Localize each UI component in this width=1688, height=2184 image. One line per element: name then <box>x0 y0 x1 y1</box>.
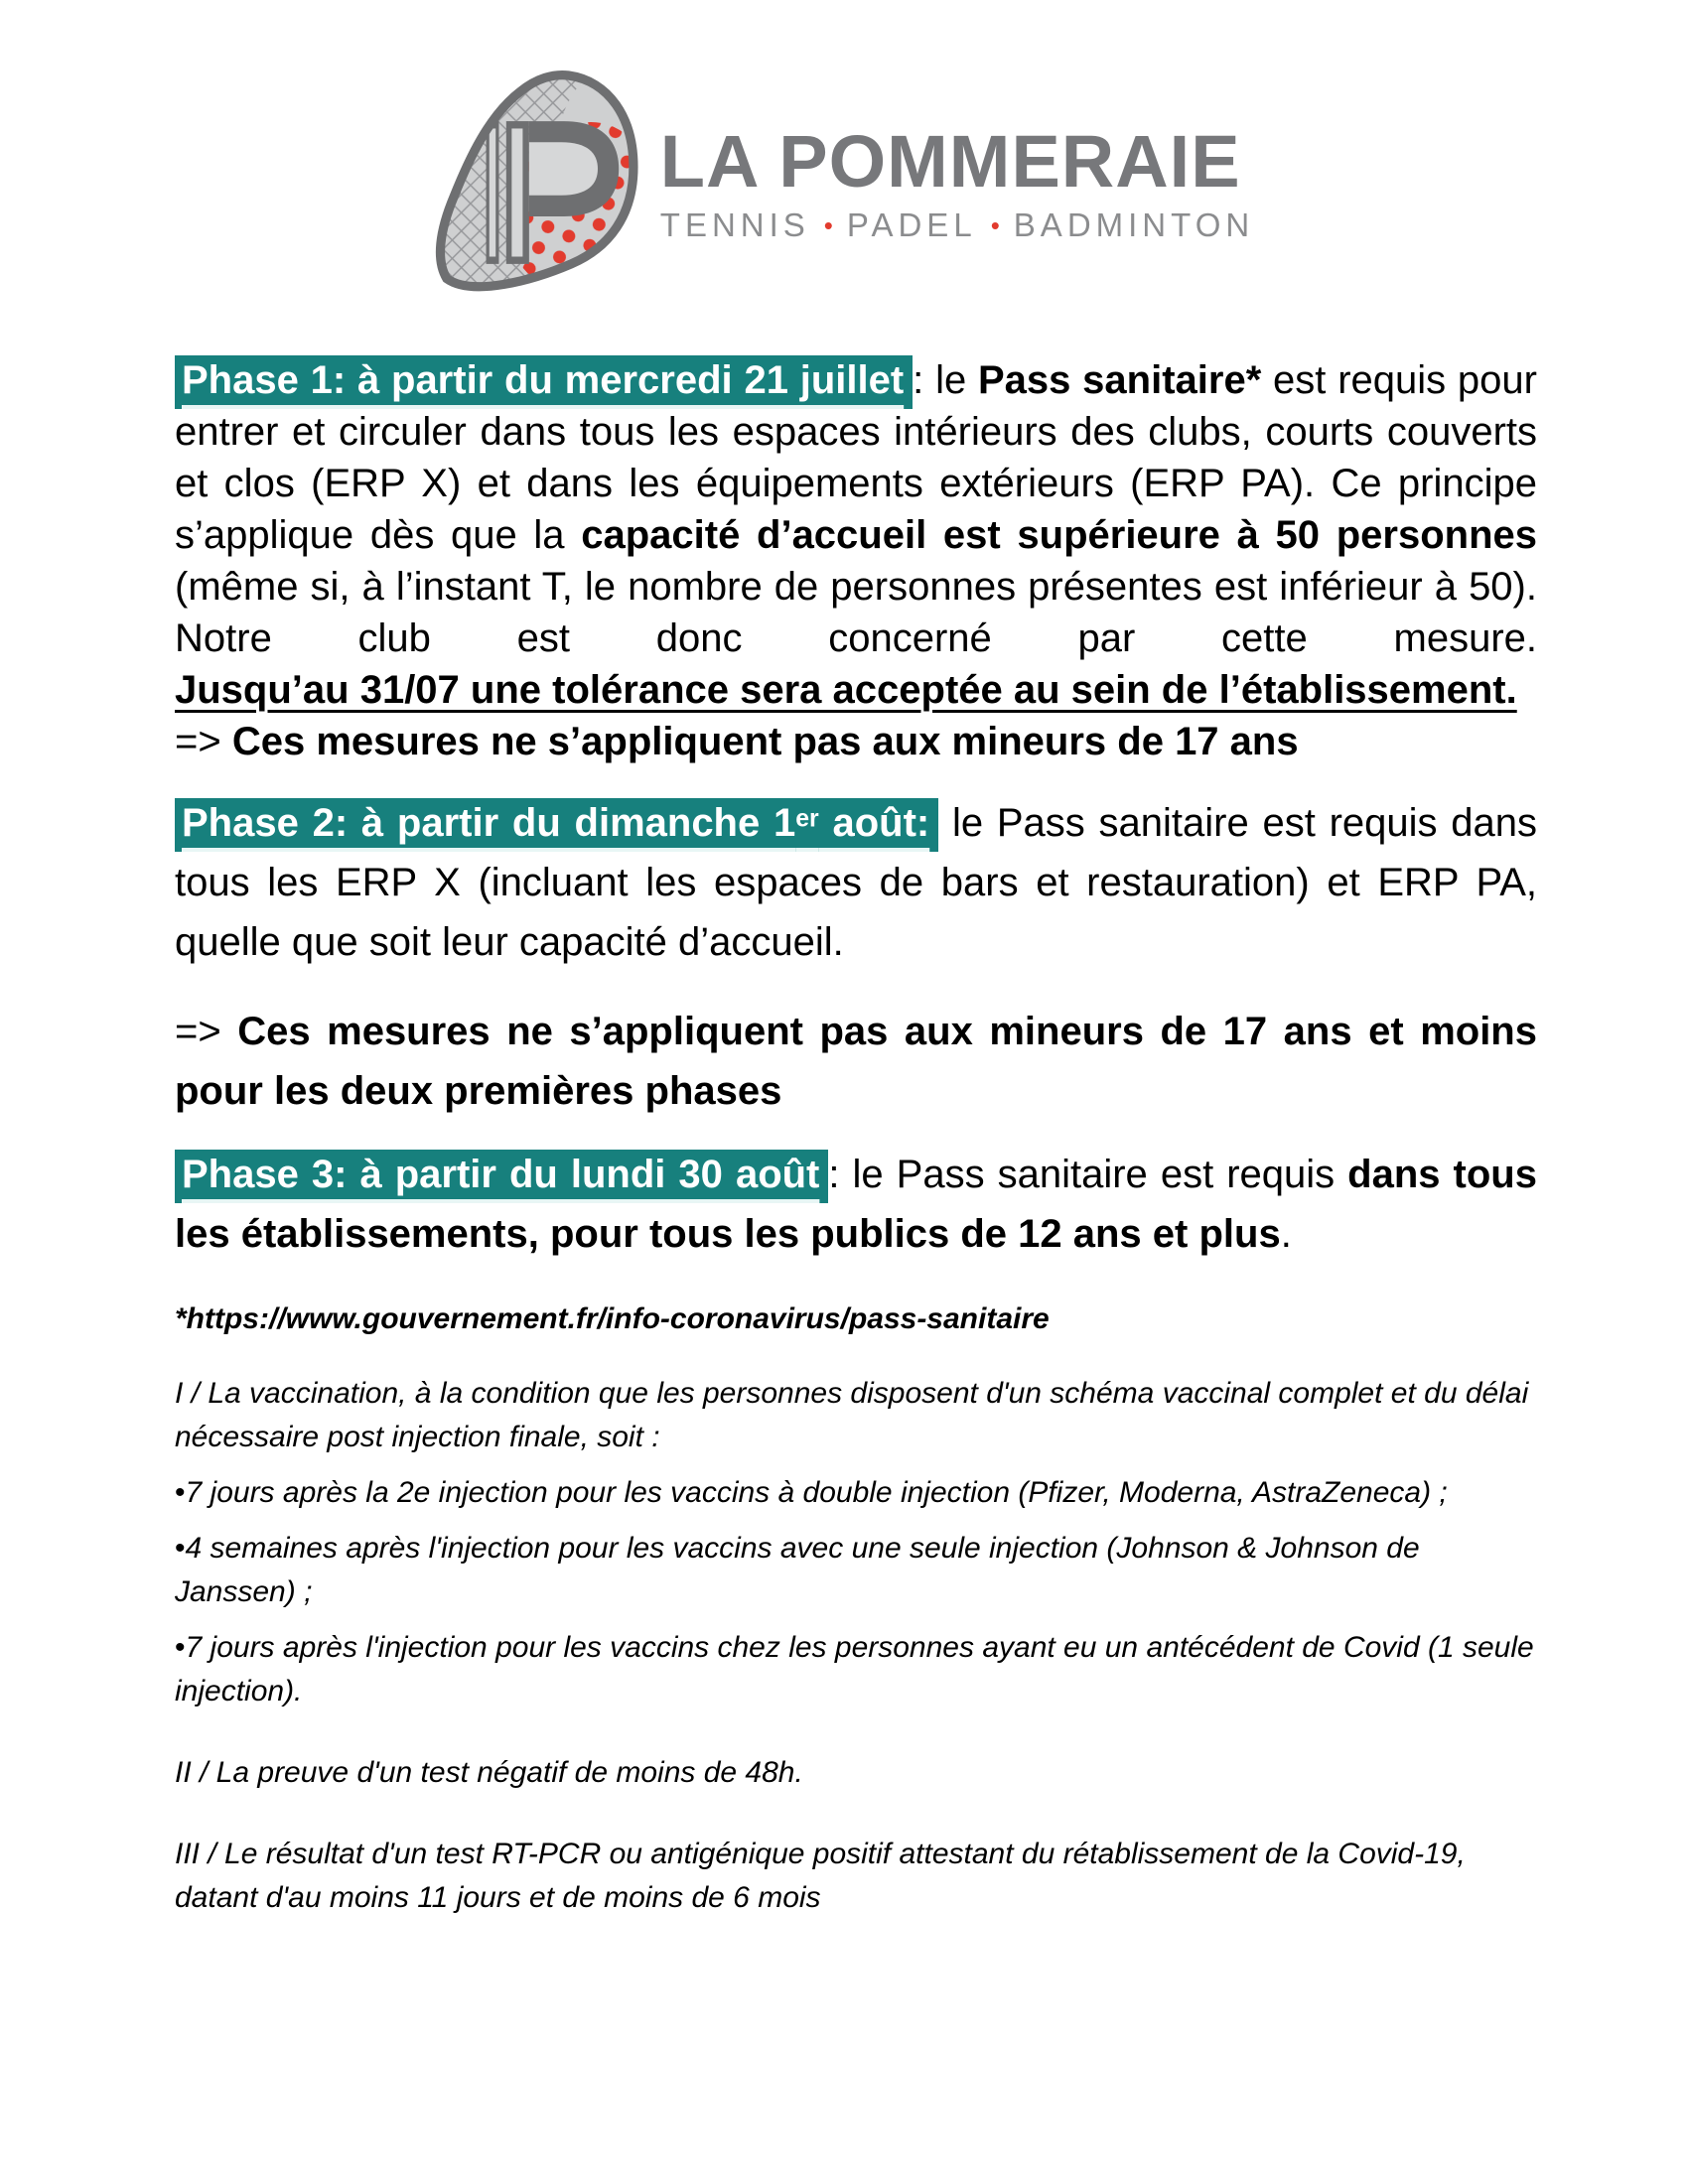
phase1-minors-note <box>175 716 1537 767</box>
bullet-item-double-injection <box>175 1471 1537 1515</box>
phase3-lead: : le Pass sanitaire est requis <box>828 1153 1348 1196</box>
phase1-paragraph <box>175 354 1537 664</box>
phase1-body1: est requis pour entrer et circuler dans tous les espaces intérieurs des clubs, courts couverts et clos (ERP X) et dans les équipements extérieurs (ERP PA). Ce principe s’applique dès que la <box>175 358 1537 557</box>
red-dot-separator: • <box>823 209 833 240</box>
phase1-pass-sanitaire-bold: Pass sanitaire* <box>977 358 1262 402</box>
brand-subtitle <box>660 208 1254 241</box>
bullet-icon: • <box>175 1532 186 1565</box>
bullet-icon: • <box>175 1631 186 1664</box>
bullet-item-single-injection <box>175 1527 1537 1614</box>
phase3-bold-text: dans tous les établissements, pour tous les publics de 12 ans et plus <box>175 1153 1537 1256</box>
phase2-heading-pre: Phase 2: à partir du dimanche 1 <box>182 801 796 845</box>
phase3-paragraph <box>175 1145 1537 1264</box>
phase2-heading-highlight <box>175 798 938 852</box>
phase1-minors-note-text: Ces mesures ne s’appliquent pas aux mineurs de 17 ans <box>231 720 1299 763</box>
both-phases-minors-note-text: Ces mesures ne s’appliquent pas aux mineurs de 17 ans et moins pour les deux premières phases <box>175 1010 1537 1113</box>
arrow-glyph: => <box>175 720 221 763</box>
vaccination-bullet-list <box>175 1471 1537 1713</box>
brand-name: LA POMMERAIE <box>659 120 1241 203</box>
phase1-tolerance-sentence: Jusqu’au 31/07 une tolérance sera acceptée au sein de l’établissement. <box>175 668 1517 712</box>
phase1-heading-highlight: Phase 1: à partir du mercredi 21 juillet <box>175 355 913 409</box>
phase3-period: . <box>1280 1212 1292 1256</box>
condition-negative-test: II / La preuve d'un test négatif de moins de 48h. <box>175 1756 803 1789</box>
phase1-body2: (même si, à l’instant T, le nombre de personnes présentes est inférieur à 50). Notre club est donc concerné par cette mesure. <box>175 565 1537 660</box>
bullet-text: 7 jours après la 2e injection pour les vaccins à double injection (Pfizer, Moderna, AstraZeneca) ; <box>185 1476 1448 1509</box>
phase2-heading-post: août: <box>818 801 930 845</box>
bullet-item-covid-antecedent <box>175 1626 1537 1713</box>
club-logo <box>0 0 1688 301</box>
phase2-body: le Pass sanitaire est requis dans tous les ERP X (incluant les espaces de bars et restauration) et ERP PA, quelle que soit leur capacité d’accueil. <box>175 801 1538 964</box>
red-dot-separator: • <box>990 209 1000 240</box>
brand-text <box>659 120 1255 243</box>
phase1-capacity-bold: capacité d’accueil est supérieure à 50 personnes <box>581 513 1537 557</box>
document-body <box>0 354 1688 1920</box>
pass-sanitaire-footnote-url: *https://www.gouvernement.fr/info-coronavirus/pass-sanitaire <box>175 1302 1050 1335</box>
bullet-text: 4 semaines après l'injection pour les vaccins avec une seule injection (Johnson & Johnson de Janssen) ; <box>175 1532 1420 1608</box>
phase1-lead: : le <box>913 358 978 402</box>
racket-monogram-icon <box>434 66 644 301</box>
bullet-text: 7 jours après l'injection pour les vaccins chez les personnes ayant eu un antécédent de Covid (1 seule injection). <box>175 1631 1534 1707</box>
phase2-heading-superscript: er <box>795 805 819 833</box>
sport-badminton: BADMINTON <box>1013 206 1255 243</box>
bullet-icon: • <box>175 1476 186 1509</box>
arrow-glyph: => <box>175 1010 221 1053</box>
condition-positive-test-recovery: III / Le résultat d'un test RT-PCR ou antigénique positif attestant du rétablissement de la Covid-19, datant d'au moins 11 jours et de moins de 6 mois <box>175 1838 1466 1914</box>
phase2-paragraph <box>175 793 1537 972</box>
both-phases-minors-note <box>175 1002 1537 1121</box>
pass-conditions-section <box>175 1372 1537 1920</box>
phase3-heading-highlight: Phase 3: à partir du lundi 30 août <box>175 1150 828 1203</box>
condition-vaccination-intro: I / La vaccination, à la condition que les personnes disposent d'un schéma vaccinal complet et du délai nécessaire post injection finale, soit : <box>175 1377 1529 1453</box>
sport-tennis: TENNIS <box>659 206 810 243</box>
sport-padel: PADEL <box>846 206 977 243</box>
